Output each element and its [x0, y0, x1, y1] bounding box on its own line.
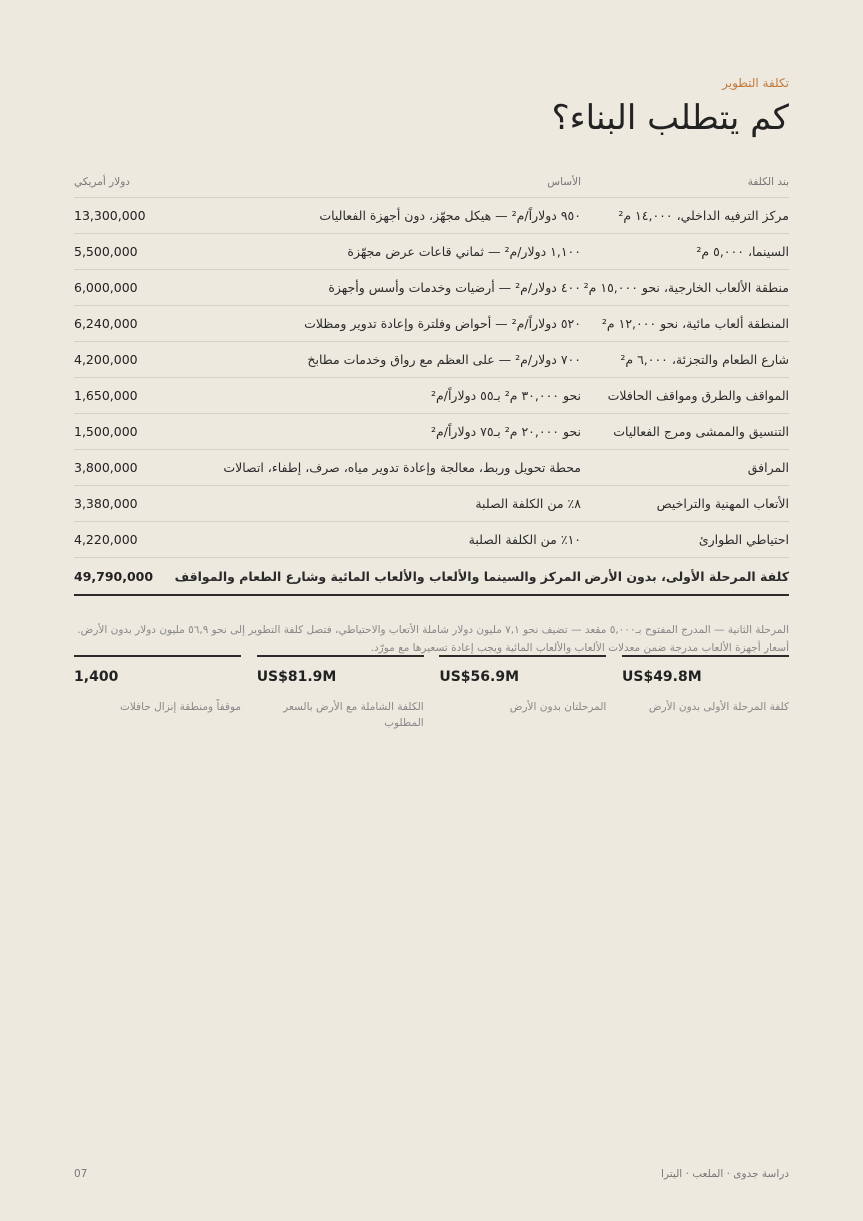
row-item: المواقف والطرق ومواقف الحافلات [581, 378, 789, 414]
header-usd: دولار أمريكي [74, 166, 175, 198]
table-row [74, 378, 789, 414]
kpi-card [439, 655, 606, 731]
total-basis: المركز والسينما والألعاب والألعاب المائية وشارع الطعام والمواقف [175, 558, 581, 596]
table-row [74, 270, 789, 306]
row-item: منطقة الألعاب الخارجية، نحو ١٥,٠٠٠ م² [581, 270, 789, 306]
total-usd: 49,790,000 [74, 558, 175, 596]
row-usd: 1,500,000 [74, 414, 175, 450]
table-row [74, 450, 789, 486]
row-usd: 3,380,000 [74, 486, 175, 522]
row-usd: 6,000,000 [74, 270, 175, 306]
row-usd: 13,300,000 [74, 198, 175, 234]
row-usd: 5,500,000 [74, 234, 175, 270]
row-basis: ٩٥٠ دولاراً/م² — هيكل مجهّز، دون أجهزة الفعاليات [175, 198, 581, 234]
table-row [74, 486, 789, 522]
kpi-value: US$81.9M [256, 669, 337, 685]
table-row [74, 342, 789, 378]
total-item: كلفة المرحلة الأولى، بدون الأرض [581, 558, 789, 596]
kpi-label: المرحلتان بدون الأرض [509, 701, 607, 713]
kpi-card [257, 655, 424, 731]
page-title: كم يتطلب البناء؟ [551, 98, 789, 138]
row-usd: 3,800,000 [74, 450, 175, 486]
section-eyebrow: تكلفة التطوير [722, 76, 789, 90]
row-basis: نحو ٢٠,٠٠٠ م² بـ٧٥ دولاراً/م² [175, 414, 581, 450]
row-usd: 4,220,000 [74, 522, 175, 558]
cost-table [74, 166, 789, 596]
header-item: بند الكلفة [581, 166, 789, 198]
kpi-label: موقفاً ومنطقة إنزال حافلات [119, 701, 242, 713]
row-basis: ٧٠٠ دولار/م² — على العظم مع رواق وخدمات مطابخ [175, 342, 581, 378]
kpi-label: كلفة المرحلة الأولى بدون الأرض [648, 701, 789, 713]
table-row [74, 414, 789, 450]
table-row [74, 306, 789, 342]
row-basis: ٤٠٠ دولار/م² — أرضيات وخدمات وأسس وأجهزة [175, 270, 581, 306]
kpi-value: 1,400 [74, 669, 119, 685]
row-item: المرافق [581, 450, 789, 486]
row-item: الأتعاب المهنية والتراخيص [581, 486, 789, 522]
row-item: شارع الطعام والتجزئة، ٦,٠٠٠ م² [581, 342, 789, 378]
table-header-row [74, 166, 789, 198]
table-row [74, 198, 789, 234]
kpi-value: US$56.9M [439, 669, 520, 685]
row-item: المنطقة ألعاب مائية، نحو ١٢,٠٠٠ م² [581, 306, 789, 342]
table-total-row [74, 558, 789, 596]
table-row [74, 234, 789, 270]
row-basis: ٨٪ من الكلفة الصلبة [175, 486, 581, 522]
row-basis: ٥٢٠ دولاراً/م² — أحواض وفلترة وإعادة تدوير ومظلات [175, 306, 581, 342]
row-item: احتياطي الطوارئ [581, 522, 789, 558]
row-basis: ١,١٠٠ دولار/م² — ثماني قاعات عرض مجهّزة [175, 234, 581, 270]
table-row [74, 522, 789, 558]
row-basis: ١٠٪ من الكلفة الصلبة [175, 522, 581, 558]
kpi-card [74, 655, 241, 731]
kpi-label: الكلفة الشاملة مع الأرض بالسعر المطلوب [283, 701, 424, 729]
footer-document-title: دراسة جدوى · الملعب · اليترا [661, 1168, 789, 1180]
page-number: 07 [74, 1168, 88, 1180]
row-usd: 6,240,000 [74, 306, 175, 342]
phase-note: المرحلة الثانية — المدرج المفتوح بـ٥,٠٠٠ مقعد — تضيف نحو ٧,١ مليون دولار شاملة الأتعاب والاحتياطي، فتصل كلفة التطوير إلى نحو ٥٦,٩ مليون دولار بدون الأرض. أسعار أجهزة الألعاب مدرجة ضمن معدلات الألعاب والألعاب المائية ويجب إعادة تسعيرها مع مورّد. [77, 623, 789, 654]
row-item: مركز الترفيه الداخلي، ١٤,٠٠٠ م² [581, 198, 789, 234]
row-basis: نحو ٣٠,٠٠٠ م² بـ٥٥ دولاراً/م² [175, 378, 581, 414]
row-usd: 4,200,000 [74, 342, 175, 378]
row-item: السينما، ٥,٠٠٠ م² [581, 234, 789, 270]
kpi-value: US$49.8M [622, 669, 702, 685]
kpi-card [622, 655, 789, 731]
row-basis: محطة تحويل وربط، معالجة وإعادة تدوير مياه، صرف، إطفاء، اتصالات [175, 450, 581, 486]
row-item: التنسيق والممشى ومرج الفعاليات [581, 414, 789, 450]
kpi-strip [74, 655, 789, 731]
page [74, 0, 789, 1221]
header-basis: الأساس [175, 166, 581, 198]
row-usd: 1,650,000 [74, 378, 175, 414]
